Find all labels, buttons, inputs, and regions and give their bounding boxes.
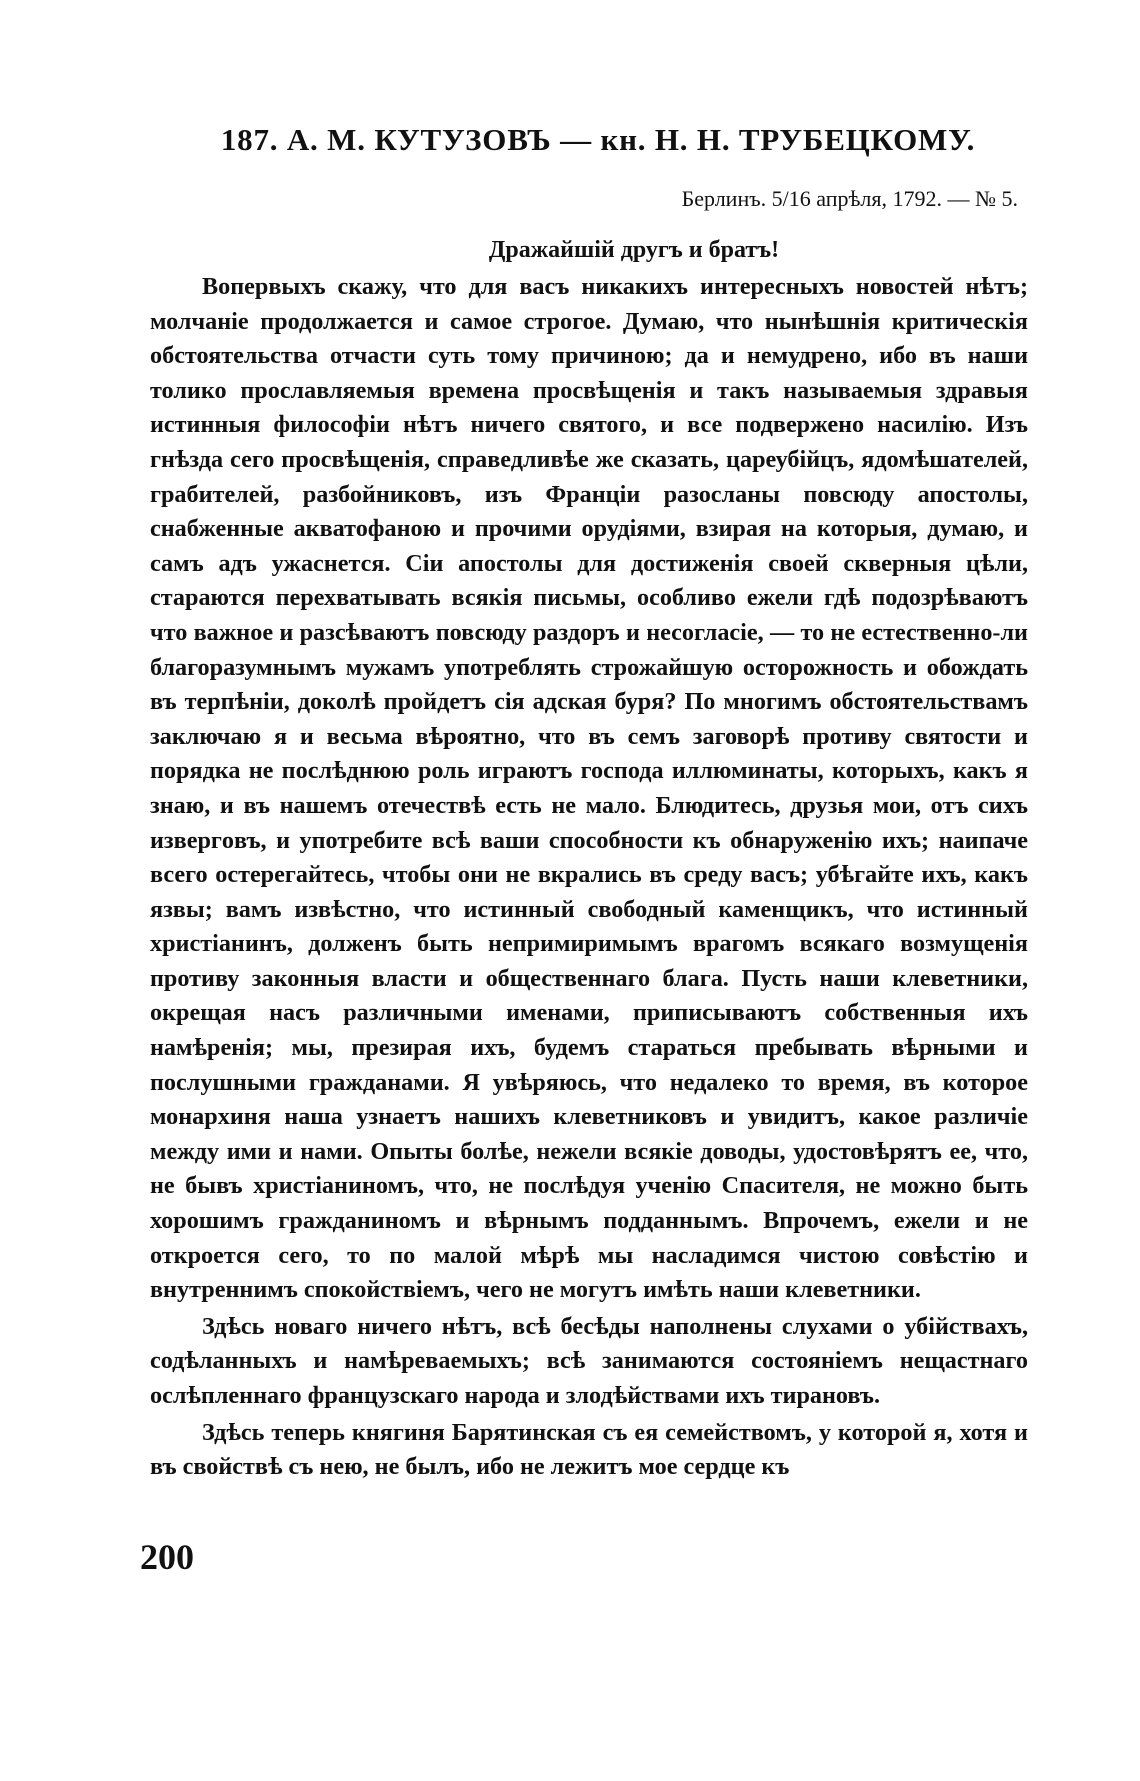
letter-body [150, 270, 1028, 1485]
paragraph-3: Здѣсь теперь княгиня Барятинская съ ея семействомъ, у которой я, хотя и въ свойствѣ съ нею, не былъ, ибо не лежитъ мое сердце къ [150, 1418, 1028, 1481]
paragraph-1: Вопервыхъ скажу, что для васъ никакихъ интересныхъ новостей нѣтъ; молчаніе продолжается и самое строгое. Думаю, что нынѣшнія критическія обстоятельства отчасти суть тому причиною; да и немудрено, ибо въ наши толико прославляемыя времена просвѣщенія и такъ называемыя здравыя истинныя философіи нѣтъ ничего святого, и все подвержено насилію. Изъ гнѣзда сего просвѣщенія, справедливѣе же сказать, цареубійцъ, ядомѣшателей, грабителей, разбойниковъ, изъ Франціи разосланы повсюду апостолы, снабженные акватофаною и прочими орудіями, взирая на которыя, думаю, и самъ адъ ужаснется. Сіи апостолы для достиженія своей скверныя цѣли, стараются перехватывать всякія письмы, особливо ежели гдѣ подозрѣваютъ что важное и разсѣваютъ повсюду раздоръ и несогласіе, — то не естественно-ли благоразумнымъ мужамъ употреблять строжайшую осторожность и обождать въ терпѣніи, доколѣ пройдетъ сія адская буря? По многимъ обстоятельствамъ заключаю я и весьма вѣроятно, что въ семъ заговорѣ противу святости и порядка не послѣднюю роль играютъ господа иллюминаты, которыхъ, какъ я знаю, и въ нашемъ отечествѣ есть не мало. Блюдитесь, друзья мои, отъ сихъ извергoвъ, и употребите всѣ ваши способности къ обнаруженію ихъ; наипаче всего остерегайтесь, чтобы они не вкрались въ среду васъ; убѣгайте ихъ, какъ язвы; вамъ извѣстно, что истинный свободный каменщикъ, что истинный христіанинъ, долженъ быть непримиримымъ врагомъ всякаго возмущенія противу законныя власти и общественнаго блага. Пусть наши клеветники, окрещая насъ различными именами, приписываютъ собственныя ихъ намѣренія; мы, презирая ихъ, будемъ стараться пребывать вѣрными и послушными гражданами. Я увѣряюсь, что недалеко то время, въ которое монархиня наша узнаетъ нашихъ клеветниковъ и увидитъ, какое различіе между ими и нами. Опыты болѣе, нежели всякіе доводы, удостовѣрятъ ее, что, не бывъ христіаниномъ, что, не послѣдуя ученію Спасителя, не можно быть хорошимъ гражданиномъ и вѣрнымъ подданнымъ. Впрочемъ, ежели и не откроется сего, то по малой мѣрѣ мы насладимся чистою совѣстію и внутреннимъ спокойствіемъ, чего не могутъ имѣть наши клеветники. [150, 273, 1028, 1304]
paragraph-2: Здѣсь новаго ничего нѣтъ, всѣ бесѣды наполнены слухами о убійствахъ, содѣланныхъ и намѣреваемыхъ; всѣ занимаются состояніемъ нещастнаго ослѣпленнаго французскаго народа и злодѣйствами ихъ тирановъ. [150, 1312, 1028, 1409]
letter-title: 187. А. М. КУТУЗОВЪ — кн. Н. Н. ТРУБЕЦКОМУ. [220, 122, 976, 157]
page-number: 200 [140, 1537, 194, 1577]
page-content [150, 120, 1028, 1485]
dateline: Берлинъ. 5/16 апрѣля, 1792. — № 5. [681, 186, 1018, 211]
salutation: Дражайшій другъ и братъ! [488, 237, 780, 263]
